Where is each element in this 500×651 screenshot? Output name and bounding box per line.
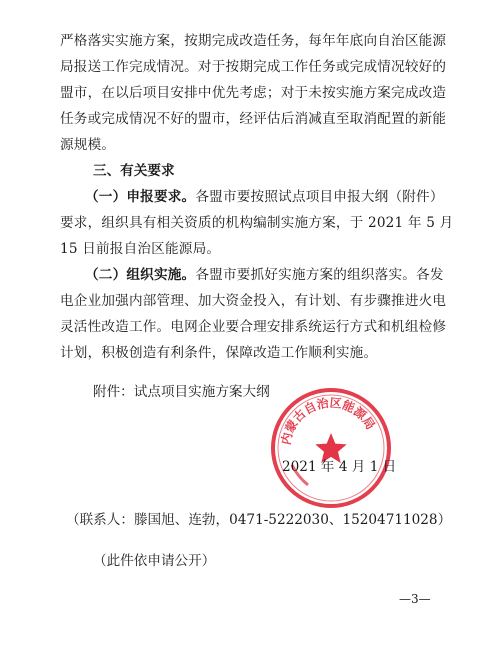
body-line: 计划，积极创造有利条件，保障改造工作顺利实施。 xyxy=(60,345,378,361)
contact-info: （联系人：滕国旭、连勃，0471-5222030、15204711028） xyxy=(66,512,452,528)
disclosure-note: （此件依申请公开） xyxy=(93,553,216,569)
seal-text: 内蒙古自治区能源局 xyxy=(278,395,378,446)
requirement-1-label: （一）申报要求。 xyxy=(85,189,196,205)
body-line: 盟市，在以后项目安排中优先考虑；对于未按实施方案完成改造 xyxy=(60,85,447,101)
body-line: 任务或完成情况不好的盟市，经评估后消减直至取消配置的新能 xyxy=(60,111,447,127)
requirement-2-text: 各盟市要抓好实施方案的组织落实。各发 xyxy=(195,267,444,283)
requirement-2-line xyxy=(85,265,475,285)
body-line: 灵活性改造工作。电网企业要合理安排系统运行方式和机组检修 xyxy=(60,319,447,335)
body-line: 要求，组织具有相关资质的机构编制实施方案，于 2021 年 5 月 xyxy=(60,215,454,231)
body-line: 15 日前报自治区能源局。 xyxy=(60,241,221,257)
section-heading: 三、有关要求 xyxy=(93,163,175,179)
body-line: 局报送工作完成情况。对于按期完成工作任务或完成情况较好的 xyxy=(60,59,447,75)
requirement-1-text: 各盟市要按照试点项目申报大纲（附件） xyxy=(195,189,444,205)
issue-date: 2021 年 4 月 1 日 xyxy=(282,459,397,475)
attachment-note: 附件：试点项目实施方案大纲 xyxy=(93,384,270,400)
requirement-1-line xyxy=(85,187,475,207)
body-line: 电企业加强内部管理、加大资金投入，有计划、有步骤推进火电 xyxy=(60,293,447,309)
requirement-2-label: （二）组织实施。 xyxy=(85,267,196,283)
body-line: 源规模。 xyxy=(60,137,116,153)
page-number: —3— xyxy=(399,592,431,606)
official-seal-icon xyxy=(268,385,397,511)
body-line: 严格落实实施方案，按期完成改造任务，每年年底向自治区能源 xyxy=(60,33,447,49)
